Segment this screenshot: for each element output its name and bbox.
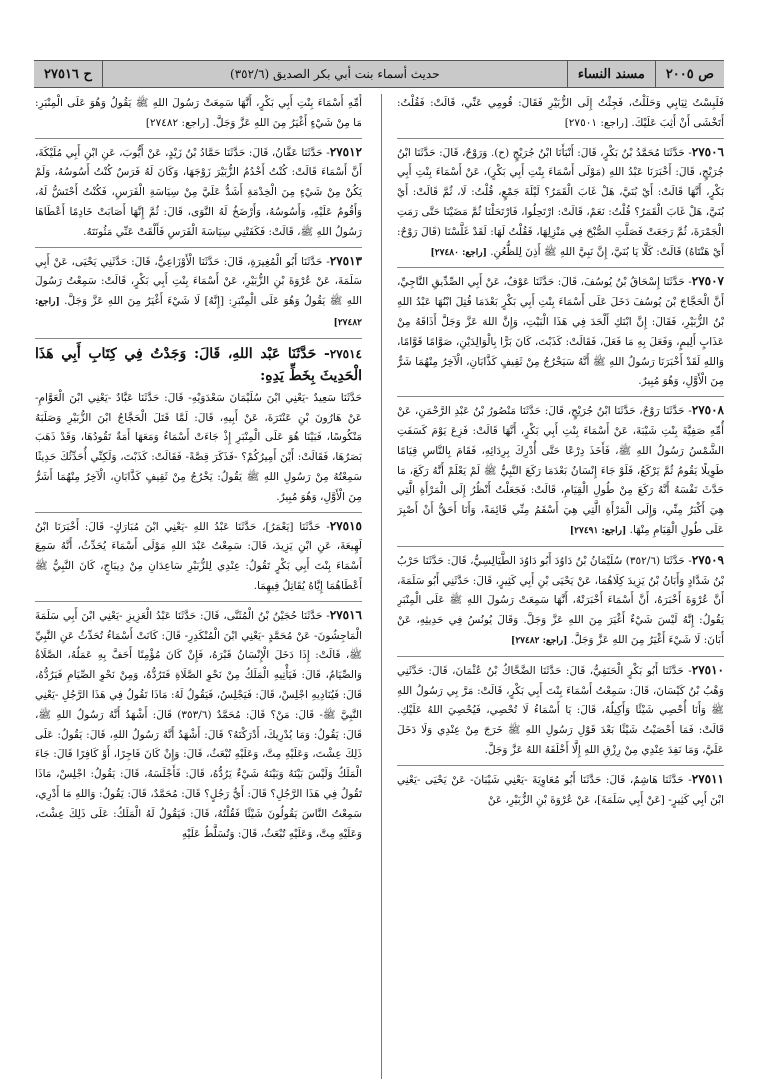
hadith-paragraph xyxy=(35,389,362,508)
hadith-separator xyxy=(35,338,362,339)
hadith-separator xyxy=(35,512,362,513)
hadith-number: ٢٧٥١٦ xyxy=(329,607,362,622)
hadith-text: - حَدَّثَنَا [يَعْمَرُ]، حَدَّثَنَا عَبْدُ اللهِ -يَعْنِي ابْنَ مُبَارَكٍ- قَالَ: أَخْبَرَنَا ابْنُ لَهِيعَةَ، عَنِ ابْنِ يَزِيدَ، قَالَ: سَمِعْتُ عَبْدَ اللهِ مَوْلَى أَسْمَاءَ يُحَدِّثُ، أَنَّهُ سَمِعَ أَسْمَاءَ بِنْتَ أَبِي بَكْرٍ تَقُولُ: عِنْدِي لِلزُّبَيْرِ سَاعِدَانِ مِنْ دِيبَاجٍ، كَانَ النَّبِيُّ ﷺ أَعْطَاهُمَا إِيَّاهُ يُقَاتِلُ فِيهِمَا. xyxy=(35,520,362,592)
hadith-number: ٢٧٥١٥ xyxy=(329,518,362,533)
hadith-text: - حَدَّثَنَا أَبُو الْمُغِيرَةِ، قَالَ: حَدَّثَنَا الْأَوْزَاعِيُّ، قَالَ: حَدَّثَنِي يَحْيَى، عَنْ أَبِي سَلَمَةَ، عَنْ عُرْوَةَ بْنِ الزُّبَيْرِ، عَنْ أَسْمَاءَ بِنْتِ أَبِي بَكْرٍ، قَالَتْ: سَمِعْتُ رَسُولَ اللهِ ﷺ يَقُولُ وَهُوَ عَلَى الْمِنْبَرِ: [إِنَّهُ] لَا شَيْءَ أَغْيَرُ مِنَ اللهِ عَزَّ وَجَلَّ. xyxy=(35,255,362,308)
hadith-text: - حَدَّثَنَا إِسْحَاقُ بْنُ يُوسُفَ، قَالَ: حَدَّثَنَا عَوْفٌ، عَنْ أَبِي الصِّدِّيقِ النَّاجِيِّ، أَنَّ الْحَجَّاجَ بْنَ يُوسُفَ دَخَلَ عَلَى أَسْمَاءَ بِنْتِ أَبِي بَكْرٍ بَعْدَمَا قُتِلَ ابْنُهَا عَبْدُ اللهِ بْنُ الزُّبَيْرِ، فَقَالَ: إِنَّ ابْنَكِ أَلْحَدَ فِي هَذَا الْبَيْتِ، وَإِنَّ اللهَ عَزَّ وَجَلَّ أَذَاقَهُ مِنْ عَذَابٍ أَلِيمٍ، وَفَعَلَ بِهِ مَا فَعَلَ، فَقَالَتْ: كَذَبْتَ، كَانَ بَرًّا بِالْوَالِدَيْنِ، صَوَّامًا قَوَّامًا، وَاللهِ لَقَدْ أَخْبَرَنَا رَسُولُ اللهِ ﷺ أَنَّهُ سَيَخْرُجُ مِنْ ثَقِيفٍ كَذَّابَانِ، الْآخِرُ مِنْهُمَا شَرٌّ مِنَ الْأَوَّلِ، وَهُوَ مُبِيرٌ. xyxy=(397,276,724,388)
hadith-separator xyxy=(397,396,724,397)
hadith-number: ٢٧٥١٠ xyxy=(691,662,724,677)
hadith-paragraph xyxy=(35,143,362,243)
hadith-paragraph xyxy=(397,143,724,264)
hadith-paragraph xyxy=(35,606,362,845)
hadith-number: ٢٧٥١٣ xyxy=(329,253,362,268)
hadith-text: - حَدَّثَنَا هَاشِمٌ، قَالَ: حَدَّثَنَا أَبُو مُعَاوِيَةَ -يَعْنِي شَيْبَانَ- عَنْ يَحْيَى -يَعْنِي ابْنَ أَبِي كَثِيرٍ- [عَنْ أَبِي سَلَمَةَ]، عَنْ عُرْوَةَ بْنِ الزُّبَيْرِ، عَنْ xyxy=(397,773,724,806)
hadith-text: - حَدَّثَنَا حُجَيْنُ بْنُ الْمُثَنَّى، قَالَ: حَدَّثَنَا عَبْدُ الْعَزِيزِ -يَعْنِي ابْنَ أَبِي سَلَمَةَ الْمَاجِشُونَ- عَنْ مُحَمَّدٍ -يَعْنِي ابْنَ الْمُنْكَدِرِ- قَالَ: كَانَتْ أَسْمَاءُ تُحَدِّثُ عَنِ النَّبِيِّ ﷺ، قَالَتْ: إِذَا دَخَلَ الْإِنْسَانُ قَبْرَهُ، فَإِنْ كَانَ مُؤْمِنًا أَحَفَّ بِهِ عَمَلُهُ، الصَّلَاةُ وَالصِّيَامُ، قَالَ: فَيَأْتِيهِ الْمَلَكُ مِنْ نَحْوِ الصَّلَاةِ فَتَرُدُّهُ، وَمِنْ نَحْوِ الصِّيَامِ فَيَرُدُّهُ، قَالَ: فَيُنَادِيهِ اجْلِسْ، قَالَ: فَيَجْلِسُ، فَيَقُولُ لَهُ: مَاذَا تَقُولُ فِي هَذَا الرَّجُلِ -يَعْنِي النَّبِيَّ ﷺ- قَالَ: مَنْ؟ قَالَ: مُحَمَّدٌ (٣٥٣/٦) قَالَ: أَشْهَدُ أَنَّهُ رَسُولُ اللهِ ﷺ، قَالَ: يَقُولُ: وَمَا يُدْرِيكَ، أَدْرَكْتَهُ؟ قَالَ: أَشْهَدُ أَنَّهُ رَسُولُ اللهِ، قَالَ: يَقُولُ: عَلَى ذَلِكَ عِشْتَ، وَعَلَيْهِ مِتَّ، وَعَلَيْهِ تُبْعَثُ، قَالَ: وَإِنْ كَانَ فَاجِرًا، أَوْ كَافِرًا قَالَ: جَاءَ الْمَلَكُ وَلَيْسَ بَيْنَهُ وَبَيْنَهُ شَيْءٌ يَرُدُّهُ، قَالَ: فَأَجْلَسَهُ، قَالَ: يَقُولُ: اجْلِسْ، مَاذَا تَقُولُ فِي هَذَا الرَّجُلِ؟ قَالَ: أَيُّ رَجُلٍ؟ قَالَ: مُحَمَّدٌ، قَالَ: يَقُولُ: وَاللهِ مَا أَدْرِي، سَمِعْتُ النَّاسَ يَقُولُونَ شَيْئًا فَقُلْتُهُ، قَالَ: فَيَقُولُ لَهُ الْمَلَكُ: عَلَى ذَلِكَ عِشْتَ، وَعَلَيْهِ مِتَّ، وَعَلَيْهِ تُبْعَثُ، قَالَ: وَتُسَلَّطُ عَلَيْهِ xyxy=(35,609,362,840)
section-heading xyxy=(35,343,362,387)
hadith-paragraph xyxy=(397,661,724,761)
hadith-text: - حَدَّثَنَا (٣٥٢/٦) سُلَيْمَانُ بْنُ دَاوُدَ أَبُو دَاوُدَ الطَّيَالِسِيُّ، قَالَ: حَدَّثَنَا حَرْبُ بْنُ شَدَّادٍ وَأَبَانُ بْنُ يَزِيدَ كِلَاهُمَا، عَنْ يَحْيَى بْنِ أَبِي كَثِيرٍ، قَالَ: حَدَّثَنِي أَبُو سَلَمَةَ، أَنَّ عُرْوَةَ أَخْبَرَهُ، أَنَّ أَسْمَاءَ أَخْبَرَتْهُ، أَنَّهَا سَمِعَتْ رَسُولَ اللهِ ﷺ عَلَى الْمِنْبَرِ يَقُولُ: إِنَّهُ لَيْسَ شَيْءٌ أَغْيَرَ مِنَ اللهِ عَزَّ وَجَلَّ. وَقَالَ يُونُسُ فِي حَدِيثِهِ، عَنْ أَبَانَ: لَا شَيْءَ أَغْيَرُ مِنَ اللهِ عَزَّ وَجَلَّ. xyxy=(397,554,724,646)
hadith-paragraph xyxy=(397,94,724,134)
hadith-text: فَلَبِسْتُ ثِيَابِي وَحَلَلْتُ، فَجِئْتُ إِلَى الزُّبَيْرِ فَقَالَ: قُومِي عَنِّي، قَالَتْ: فَقُلْتُ: أَتَخْشَى أَنْ أَثِبَ عَلَيْكَ. [راجع: ٢٧٥٠١] xyxy=(397,97,724,129)
hadith-paragraph xyxy=(397,401,724,542)
hadith-separator xyxy=(397,546,724,547)
header-divider xyxy=(102,61,103,87)
hadith-paragraph xyxy=(397,551,724,652)
hadith-paragraph xyxy=(35,517,362,597)
left-text-column xyxy=(35,94,362,1084)
page-header xyxy=(34,60,724,88)
column-divider xyxy=(381,94,382,1079)
hadith-marker: ح ٢٧٥١٦ xyxy=(44,66,92,82)
cross-reference: [راجع: ٢٧٤٨٠] xyxy=(430,247,487,258)
cross-reference: [راجع: ٢٧٤٨٢] xyxy=(35,297,362,328)
cross-reference: [راجع: ٢٧٤٨٢] xyxy=(511,635,568,646)
right-text-column xyxy=(397,94,724,1084)
hadith-paragraph xyxy=(397,770,724,811)
hadith-number: ٢٧٥٠٩ xyxy=(691,552,724,567)
page-number: ص ٢٠٠٥ xyxy=(665,66,714,82)
hadith-number: ٢٧٥٠٦ xyxy=(691,144,724,159)
hadith-number: ٢٧٥١١ xyxy=(691,771,724,786)
hadith-number: ٢٧٥١٢ xyxy=(329,144,362,159)
hadith-text: - حَدَّثَنَا رَوْحٌ، حَدَّثَنَا ابْنُ جُرَيْجٍ، قَالَ: حَدَّثَنَا مَنْصُورُ بْنُ عَبْدِ الرَّحْمَنِ، عَنْ أُمِّهِ صَفِيَّةَ بِنْتِ شَيْبَةَ، عَنْ أَسْمَاءَ بِنْتِ أَبِي بَكْرٍ، أَنَّهَا قَالَتْ: فَزِعَ يَوْمَ كَسَفَتِ الشَّمْسُ رَسُولُ اللهِ ﷺ، فَأَخَذَ دِرْعًا حَتَّى أُدْرِكَ بِرِدَائِهِ، فَقَامَ بِالنَّاسِ قِيَامًا طَوِيلًا يَقُومُ ثُمَّ يَرْكَعُ، فَلَوْ جَاءَ إِنْسَانٌ بَعْدَمَا رَكَعَ النَّبِيُّ ﷺ لَمْ يَعْلَمْ أَنَّهُ رَكَعَ، مَا حَدَّثَ نَفْسَهُ أَنَّهُ رَكَعَ مِنْ طُولِ الْقِيَامِ، قَالَتْ: فَجَعَلْتُ أَنْظُرُ إِلَى الْمَرْأَةِ الَّتِي هِيَ أَكْبَرُ مِنِّي، وَإِلَى الْمَرْأَةِ الَّتِي هِيَ أَسْقَمُ مِنِّي قَائِمَةً، وَأَنَا أَحَقُّ أَنْ أَصْبِرَ عَلَى طُولِ الْقِيَامِ مِنْهَا. xyxy=(397,405,724,536)
hadith-text: حَدَّثَنَا سَعِيدٌ -يَعْنِي ابْنَ سُلَيْمَانَ سَعْدَوَيْهِ- قَالَ: حَدَّثَنَا عَبَّادٌ -يَعْنِي ابْنَ الْعَوَّامِ- عَنْ هَارُونَ بْنِ عَنْتَرَةَ، عَنْ أَبِيهِ، قَالَ: لَمَّا قَتَلَ الْحَجَّاجُ ابْنَ الزُّبَيْرِ وَصَلَبَهُ مَنْكُوسًا، فَبَيْنَا هُوَ عَلَى الْمِنْبَرِ إِذْ جَاءَتْ أَسْمَاءُ وَمَعَهَا أَمَةٌ تَقُودُهَا، وَقَدْ ذَهَبَ بَصَرُهَا، فَقَالَتْ: أَيْنَ أَمِيرُكُمْ؟ -فَذَكَرَ قِصَّةً- فَقَالَتْ: كَذَبْتَ، وَلَكِنِّي أُحَدِّثُكَ حَدِيثًا سَمِعْتُهُ مِنْ رَسُولِ اللهِ ﷺ يَقُولُ: يَخْرُجُ مِنْ ثَقِيفٍ كَذَّابَانِ، الْآخِرُ مِنْهُمَا أَشَرُّ مِنَ الْأَوَّلِ، وَهُوَ مُبِيرٌ. xyxy=(35,391,362,503)
hadith-paragraph xyxy=(397,272,724,392)
hadith-separator xyxy=(35,601,362,602)
hadith-number: ٢٧٥١٤ xyxy=(329,346,362,361)
hadith-separator xyxy=(397,267,724,268)
hadith-paragraph xyxy=(35,252,362,334)
hadith-separator xyxy=(35,138,362,139)
hadith-paragraph xyxy=(35,94,362,134)
musnad-title: مسند النساء xyxy=(577,66,645,82)
hadith-separator xyxy=(35,247,362,248)
hadith-number: ٢٧٥٠٧ xyxy=(691,274,724,289)
header-divider xyxy=(567,61,568,87)
hadith-separator xyxy=(397,656,724,657)
hadith-number: ٢٧٥٠٨ xyxy=(691,403,724,418)
hadith-text: - حَدَّثَنَا أَبُو بَكْرٍ الْحَنَفِيُّ، قَالَ: حَدَّثَنَا الضَّحَّاكُ بْنُ عُثْمَانَ، قَالَ: حَدَّثَنِي وَهْبُ بْنُ كَيْسَانَ، قَالَ: سَمِعْتُ أَسْمَاءَ بِنْتَ أَبِي بَكْرٍ، قَالَتْ: مَرَّ بِي رَسُولُ اللهِ ﷺ وَأَنَا أُحْصِي شَيْئًا وَأَكِيلُهُ، قَالَ: يَا أَسْمَاءُ لَا تُحْصِي، فَيُحْصِيَ اللهُ عَلَيْكِ. قَالَتْ: فَمَا أَحْصَيْتُ شَيْئًا بَعْدَ قَوْلِ رَسُولِ اللهِ ﷺ خَرَجَ مِنْ عِنْدِي وَلَا دَخَلَ عَلَيَّ، وَمَا نَفِدَ عِنْدِي مِنْ رِزْقِ اللهِ إِلَّا أَخْلَفَهُ اللهُ عَزَّ وَجَلَّ. xyxy=(397,664,724,756)
hadith-text: - حَدَّثَنَا عَفَّانُ، قَالَ: حَدَّثَنَا حَمَّادُ بْنُ زَيْدٍ، عَنْ أَيُّوبَ، عَنِ ابْنِ أَبِي مُلَيْكَةَ، أَنَّ أَسْمَاءَ قَالَتْ: كُنْتُ أَخْدُمُ الزُّبَيْرَ زَوْجَهَا، وَكَانَ لَهُ فَرَسٌ كُنْتُ أَسُوسُهُ، وَلَمْ يَكُنْ مِنْ شَيْءٍ مِنَ الْخِدْمَةِ أَشَدُّ عَلَيَّ مِنْ سِيَاسَةِ الْفَرَسِ، فَكُنْتُ أَحْتَشُّ لَهُ، وَأَقُومُ عَلَيْهِ، وَأَسُوسُهُ، وَأَرْضَخُ لَهُ النَّوَى، قَالَ: ثُمَّ إِنَّهَا أَصَابَتْ خَادِمًا أَعْطَاهَا رَسُولُ اللهِ ﷺ، قَالَتْ: فَكَفَتْنِي سِيَاسَةَ الْفَرَسِ فَأَلْقَتْ عَنِّي مَئُونَتَهُ. xyxy=(35,146,362,238)
hadith-separator xyxy=(397,138,724,139)
chapter-title: حديث أسماء بنت أبي بكر الصديق (٣٥٢/٦) xyxy=(230,67,440,81)
header-divider xyxy=(655,61,656,87)
hadith-text: - حَدَّثَنَا مُحَمَّدُ بْنُ بَكْرٍ، قَالَ: أَنْبَأَنَا ابْنُ جُرَيْجٍ (ح). وَرَوْحٌ، قَالَ: حَدَّثَنَا ابْنُ جُرَيْجٍ، قَالَ: أَخْبَرَنَا عَبْدُ اللهِ (مَوْلَى أَسْمَاءَ بِنْتِ أَبِي بَكْرٍ)، عَنْ أَسْمَاءَ بِنْتِ أَبِي بَكْرٍ، أَنَّهَا قَالَتْ: أَيْ بُنَيَّ، هَلْ غَابَ الْقَمَرُ؟ لَيْلَةَ جَمْعٍ، قُلْتُ: لَا، ثُمَّ قَالَتْ: أَيْ بُنَيَّ، هَلْ غَابَ الْقَمَرُ؟ قُلْتُ: نَعَمْ، قَالَتْ: ارْتَحِلُوا، فَارْتَحَلْنَا ثُمَّ مَضَيْنَا حَتَّى رَمَتِ الْجَمْرَةَ، ثُمَّ رَجَعَتْ فَصَلَّتِ الصُّبْحَ فِي مَنْزِلِهَا، فَقُلْتُ لَهَا: لَقَدْ غَلَّسْنَا (قَالَ رَوْحٌ: أَيْ هَنْتَاهُ) قَالَتْ: كَلَّا يَا بُنَيَّ، إِنَّ نَبِيَّ اللهِ ﷺ أَذِنَ لِلظُّعُنِ. xyxy=(397,146,724,258)
hadith-text: - حَدَّثَنَا عَبْد اللهِ، قَالَ: وَجَدْتُ فِي كِتَابِ أَبِي هَذَا الْحَدِيثَ بِخَطِّ يَدِهِ: xyxy=(35,345,362,384)
hadith-separator xyxy=(397,765,724,766)
cross-reference: [راجع: ٢٧٤٩١] xyxy=(569,525,627,536)
hadith-text: أُمِّهِ أَسْمَاءَ بِنْتِ أَبِي بَكْرٍ، أَنَّهَا سَمِعَتْ رَسُولَ اللهِ ﷺ يَقُولُ وَهُوَ عَلَى الْمِنْبَرِ: مَا مِنْ شَيْءٍ أَغْيَرُ مِنَ اللهِ عَزَّ وَجَلَّ. [راجع: ٢٧٤٨٢] xyxy=(35,97,362,129)
